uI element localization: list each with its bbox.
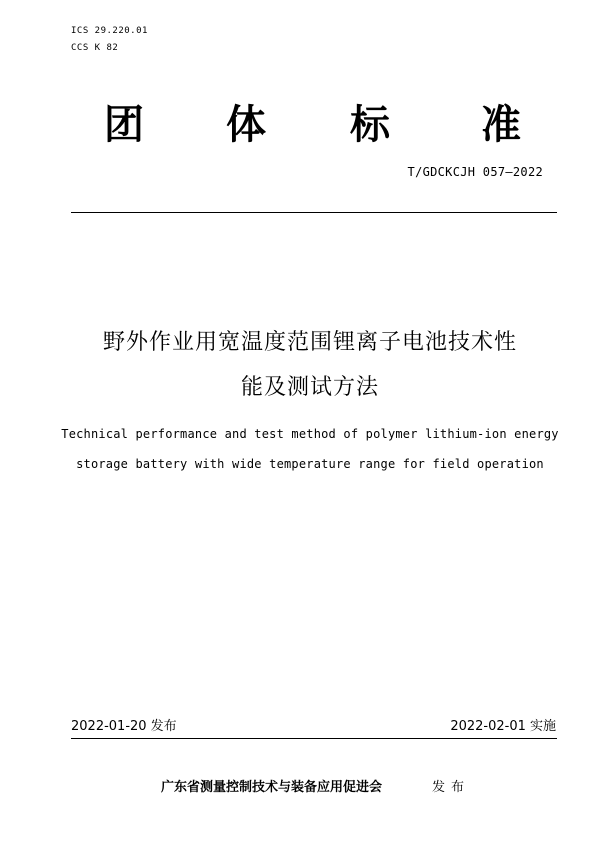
chinese-title-line-2: 能及测试方法	[240, 375, 379, 400]
chinese-title-line-1: 野外作业用宽温度范围锂离子电池技术性	[102, 330, 517, 355]
ics-code: ICS 29.220.01	[71, 26, 148, 36]
english-title-line-1: Technical performance and test method of polymer lithium-ion energy	[61, 427, 559, 441]
standard-number: T/GDCKCJH 057—2022	[407, 165, 543, 179]
top-divider	[71, 212, 557, 213]
title-char-4: 准	[481, 102, 521, 148]
publish-label: 发布	[432, 780, 471, 795]
english-title-line-2: storage battery with wide temperature range for field operation	[76, 457, 544, 471]
bottom-divider	[71, 738, 557, 739]
publisher-name: 广东省测量控制技术与装备应用促进会	[161, 780, 383, 795]
title-char-3: 标	[350, 102, 390, 148]
title-char-1: 团	[104, 102, 144, 148]
implementation-date: 2022-02-01 实施	[450, 719, 556, 734]
ccs-code: CCS K 82	[71, 43, 119, 53]
title-char-2: 体	[226, 102, 266, 148]
issue-date: 2022-01-20 发布	[71, 719, 177, 734]
standard-type-title	[70, 100, 530, 150]
